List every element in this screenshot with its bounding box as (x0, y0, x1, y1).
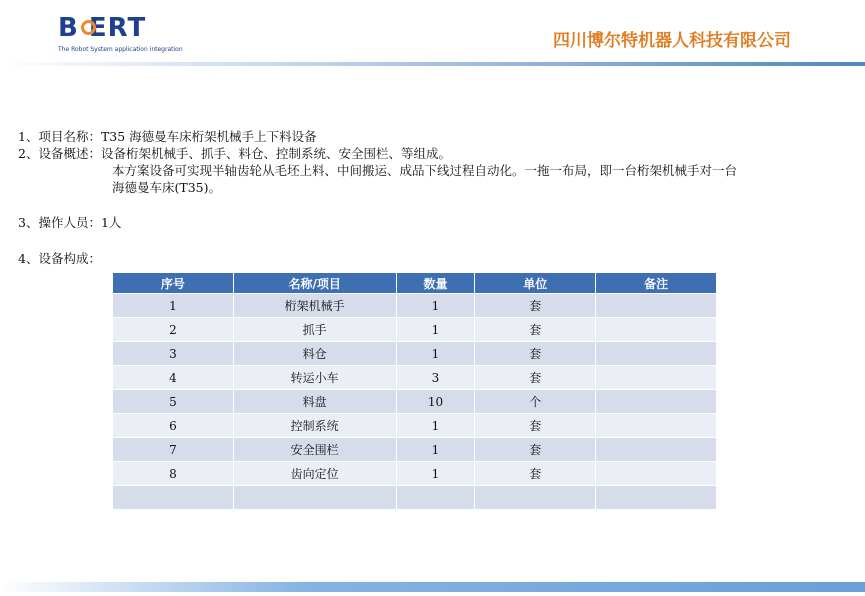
cell-no: 6 (113, 414, 234, 438)
cell-name: 抓手 (233, 318, 396, 342)
table-header-row (113, 273, 717, 294)
cell-no: 1 (113, 294, 234, 318)
item-overview-detail-1: 本方案设备可实现半轴齿轮从毛坯上料、中间搬运、成品下线过程自动化。一拖一布局，即一台桁架机械手对一台 (112, 163, 738, 178)
cell-unit: 套 (475, 342, 596, 366)
cell-qty: 1 (396, 342, 475, 366)
footer-bar (0, 582, 865, 592)
cell-remark (596, 438, 717, 462)
cell-remark (596, 318, 717, 342)
logo-subtitle: The Robot System application integration (58, 46, 183, 53)
cell-qty: 1 (396, 438, 475, 462)
table-row (113, 438, 717, 462)
cell-name: 转运小车 (233, 366, 396, 390)
cell-unit: 个 (475, 390, 596, 414)
table-row-empty (113, 486, 717, 510)
cell-name: 料仓 (233, 342, 396, 366)
cell-name: 料盘 (233, 390, 396, 414)
cell-no: 7 (113, 438, 234, 462)
cell-qty: 3 (396, 366, 475, 390)
cell-unit: 套 (475, 438, 596, 462)
table-row (113, 294, 717, 318)
cell-qty: 1 (396, 294, 475, 318)
item-composition: 4、设备构成： (18, 251, 101, 266)
item-project-name: 1、项目名称：T35 海德曼车床桁架机械手上下料设备 (18, 129, 317, 144)
cell-remark (596, 366, 717, 390)
cell-name: 桁架机械手 (233, 294, 396, 318)
cell-name (233, 486, 396, 510)
company-name: 四川博尔特机器人科技有限公司 (553, 31, 791, 51)
table-row (113, 414, 717, 438)
table-row (113, 390, 717, 414)
cell-no: 2 (113, 318, 234, 342)
table-row (113, 462, 717, 486)
item-overview-detail-2: 海德曼车床(T35)。 (112, 180, 221, 195)
cell-unit: 套 (475, 294, 596, 318)
logo-text: B ERT (58, 13, 147, 43)
company-logo (58, 14, 188, 60)
header-divider (0, 62, 865, 66)
col-header-name: 名称/项目 (233, 273, 396, 294)
cell-remark (596, 486, 717, 510)
cell-name: 安全围栏 (233, 438, 396, 462)
cell-qty: 1 (396, 462, 475, 486)
cell-unit: 套 (475, 414, 596, 438)
cell-remark (596, 294, 717, 318)
item-overview: 2、设备概述：设备桁架机械手、抓手、料仓、控制系统、安全围栏、等组成。 (18, 146, 451, 161)
col-header-remark: 备注 (596, 273, 717, 294)
table-row (113, 318, 717, 342)
cell-name: 控制系统 (233, 414, 396, 438)
item-operators: 3、操作人员：1人 (18, 215, 122, 230)
col-header-no: 序号 (113, 273, 234, 294)
cell-remark (596, 342, 717, 366)
cell-qty (396, 486, 475, 510)
cell-qty: 1 (396, 318, 475, 342)
col-header-qty: 数量 (396, 273, 475, 294)
cell-no: 5 (113, 390, 234, 414)
cell-name: 齿向定位 (233, 462, 396, 486)
table-row (113, 342, 717, 366)
logo-ring-icon (81, 20, 96, 35)
cell-no: 3 (113, 342, 234, 366)
cell-no: 8 (113, 462, 234, 486)
cell-no: 4 (113, 366, 234, 390)
cell-remark (596, 414, 717, 438)
cell-unit: 套 (475, 462, 596, 486)
col-header-unit: 单位 (475, 273, 596, 294)
cell-remark (596, 462, 717, 486)
cell-no (113, 486, 234, 510)
cell-unit: 套 (475, 366, 596, 390)
page-header (0, 0, 865, 64)
cell-unit: 套 (475, 318, 596, 342)
table-row (113, 366, 717, 390)
cell-qty: 10 (396, 390, 475, 414)
equipment-table (112, 272, 717, 510)
cell-qty: 1 (396, 414, 475, 438)
cell-unit (475, 486, 596, 510)
cell-remark (596, 390, 717, 414)
